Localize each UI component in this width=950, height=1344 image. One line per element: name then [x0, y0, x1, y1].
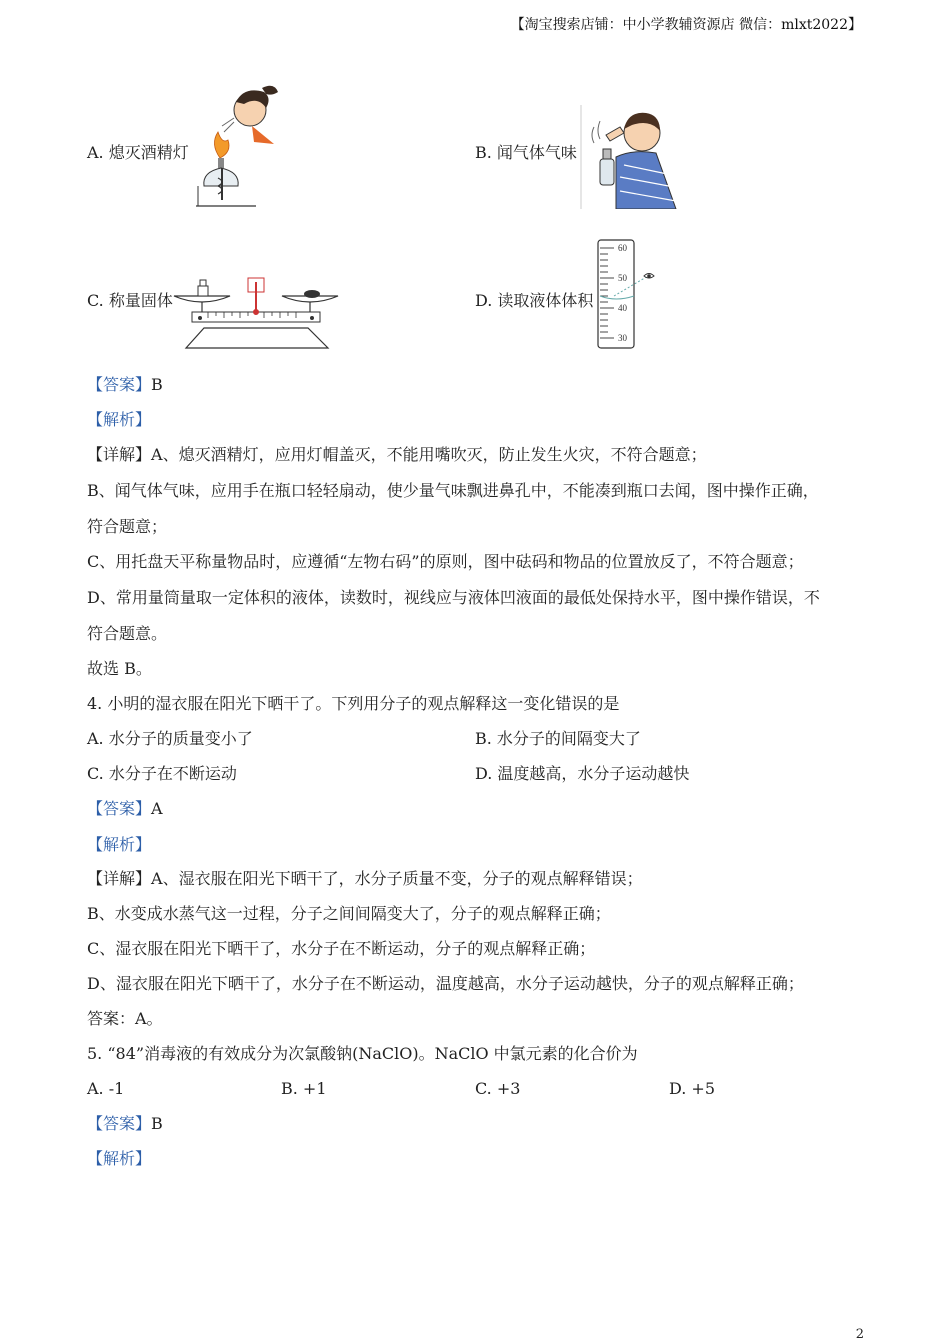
cylinder-tick-40: 40 — [618, 303, 627, 313]
q5-option-d: D. +5 — [669, 1079, 716, 1098]
q3-detail-b1: B、闻气体气味，应用手在瓶口轻轻扇动，使少量气味飘进鼻孔中，不能凑到瓶口去闻，图中操作正确， — [87, 481, 819, 500]
q5-answer: 【答案】B — [87, 1114, 163, 1133]
cylinder-tick-60: 60 — [618, 243, 627, 253]
smell-gas-illustration — [580, 105, 680, 209]
q4-option-c: C. 水分子在不断运动 — [87, 764, 237, 783]
q4-answer: 【答案】A — [87, 799, 163, 818]
q3-analysis-tag: 【解析】 — [87, 410, 152, 429]
q3-option-c: C. 称量固体 — [87, 291, 173, 310]
q4-option-b: B. 水分子的间隔变大了 — [475, 729, 641, 748]
graduated-cylinder-illustration — [594, 238, 658, 352]
q4-detail-d: D、湿衣服在阳光下晒干了，水分子在不断运动，温度越高，水分子运动越快，分子的观点解释正确； — [87, 974, 804, 993]
q3-option-d: D. 读取液体体积 — [475, 291, 594, 310]
q5-option-b: B. +1 — [281, 1079, 327, 1098]
page-header: 【淘宝搜索店铺：中小学教辅资源店 微信：mlxt2022】 — [510, 17, 862, 33]
q5-stem: 5. “84”消毒液的有效成分为次氯酸钠(NaClO)。NaClO 中氯元素的化合价为 — [87, 1044, 638, 1063]
alcohol-lamp-blow-illustration — [192, 82, 284, 210]
cylinder-tick-30: 30 — [618, 333, 627, 343]
q3-detail-d2: 符合题意。 — [87, 624, 168, 643]
q3-option-a: A. 熄灭酒精灯 — [87, 143, 189, 162]
q5-option-a: A. -1 — [87, 1079, 125, 1098]
q4-detail-a: 【详解】A、湿衣服在阳光下晒干了，水分子质量不变，分子的观点解释错误； — [87, 869, 643, 888]
q4-option-d: D. 温度越高，水分子运动越快 — [475, 764, 690, 783]
q4-stem: 4. 小明的湿衣服在阳光下晒干了。下列用分子的观点解释这一变化错误的是 — [87, 694, 620, 713]
q4-analysis-tag: 【解析】 — [87, 835, 152, 854]
q5-analysis-tag: 【解析】 — [87, 1149, 152, 1168]
q3-detail-c: C、用托盘天平称量物品时，应遵循“左物右码”的原则，图中砝码和物品的位置放反了，不符合题意； — [87, 552, 804, 571]
cylinder-tick-50: 50 — [618, 273, 627, 283]
q3-detail-b2: 符合题意； — [87, 517, 168, 536]
q4-conclusion: 答案：A。 — [87, 1009, 163, 1028]
q4-detail-c: C、湿衣服在阳光下晒干了，水分子在不断运动，分子的观点解释正确； — [87, 939, 596, 958]
balance-scale-illustration — [172, 274, 340, 352]
q4-option-a: A. 水分子的质量变小了 — [87, 729, 253, 748]
q3-option-b: B. 闻气体气味 — [475, 143, 577, 162]
q5-option-c: C. +3 — [475, 1079, 521, 1098]
q4-detail-b: B、水变成水蒸气这一过程，分子之间间隔变大了，分子的观点解释正确； — [87, 904, 611, 923]
page-number: 2 — [855, 1327, 864, 1342]
q3-answer: 【答案】B — [87, 375, 163, 394]
q3-detail-d1: D、常用量筒量取一定体积的液体，读数时，视线应与液体凹液面的最低处保持水平，图中操作错误，不 — [87, 588, 820, 607]
q3-conclusion: 故选 B。 — [87, 659, 152, 678]
q3-detail-a: 【详解】A、熄灭酒精灯，应用灯帽盖灭，不能用嘴吹灭，防止发生火灾，不符合题意； — [87, 445, 707, 464]
